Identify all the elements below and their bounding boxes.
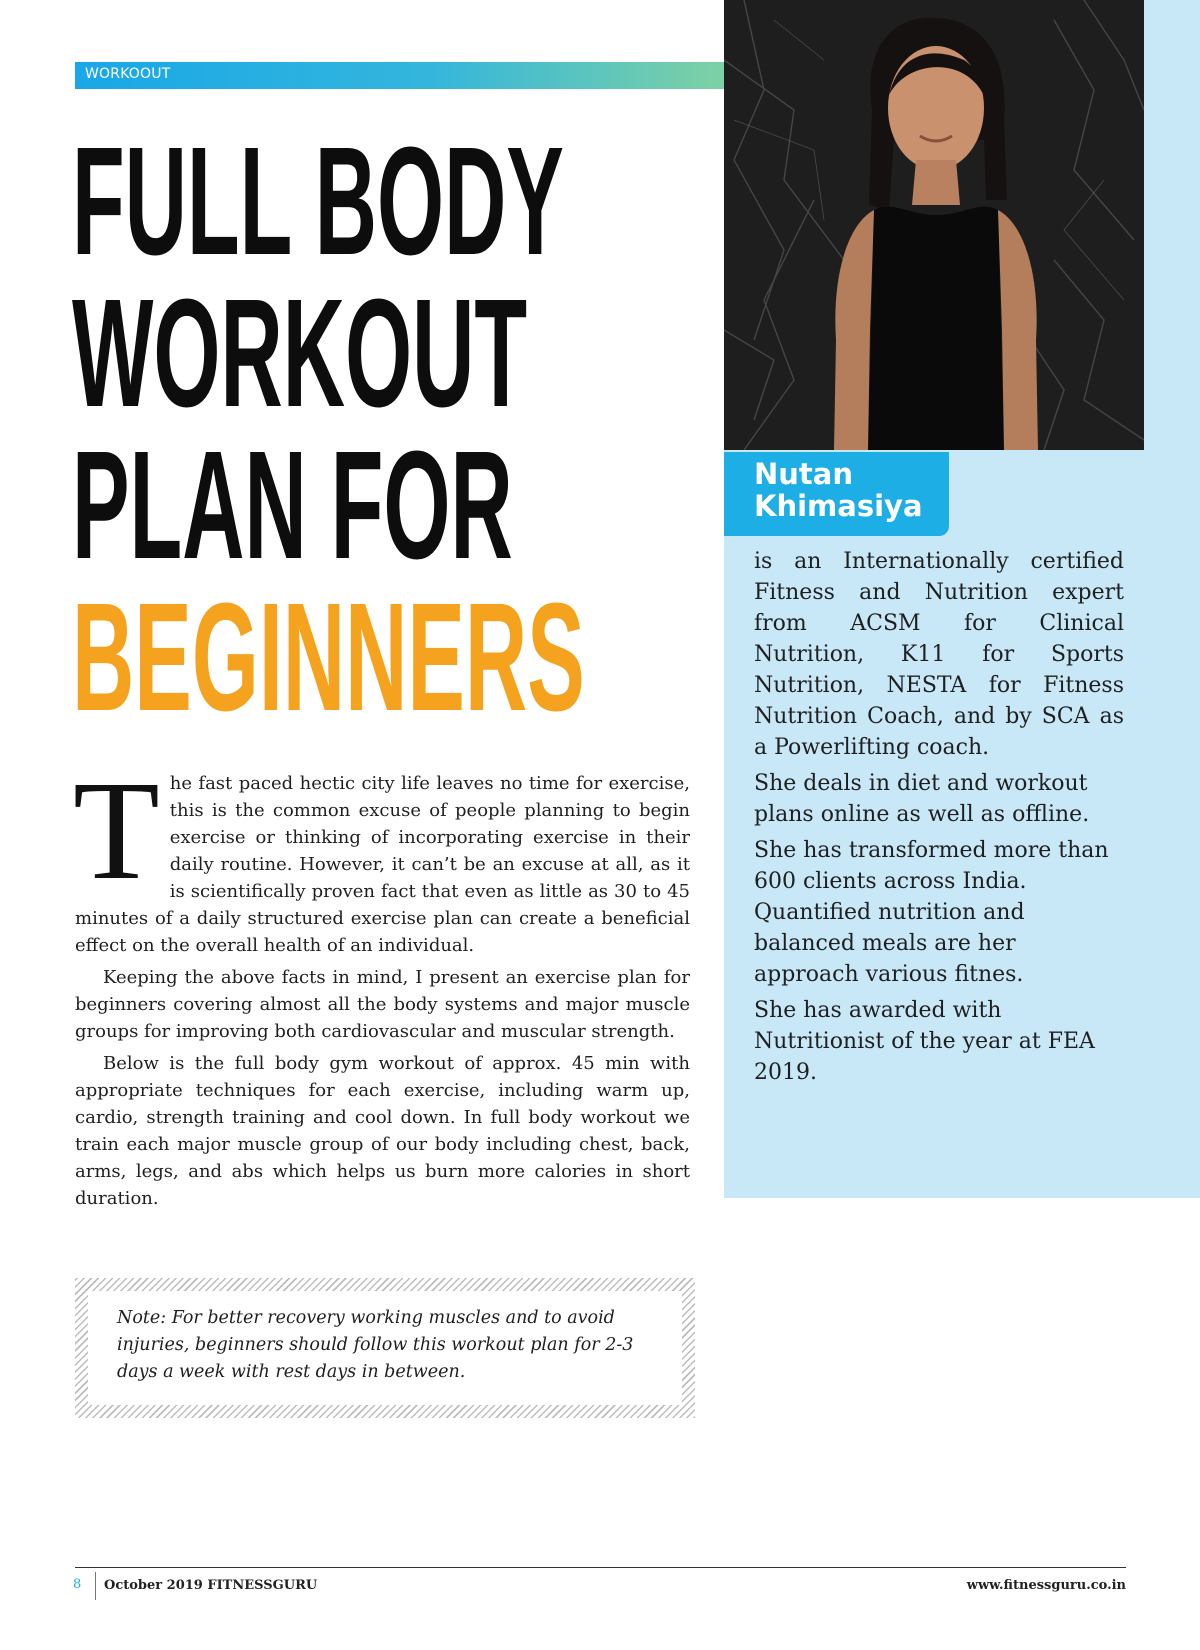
page-title [72,115,585,743]
title-line: WORKOUT [72,267,528,439]
author-bio [754,546,1124,1093]
author-bio-paragraph: is an Internationally certified Fitness and Nutrition expert from ACSM for Clinical Nutrition, K11 for Sports Nutrition, NESTA for Fitness Nutrition Coach, and by SCA as a Powerlifting coach. [754,549,1124,760]
section-label: WORKOOUT [85,66,171,82]
note-box [75,1278,695,1418]
note-text: Note: For better recovery working muscles and to avoid injuries, beginners should follow this workout plan for 2-3 days a week with rest days in between. [117,1308,634,1382]
author-bio-paragraph: She has transformed more than 600 clients across India. Quantified nutrition and balanced meals are her approach various fitnes. [754,838,1109,987]
title-line: FULL BODY [72,115,564,287]
page-number: 8 [73,1577,82,1592]
author-bio-paragraph: She deals in diet and workout plans online as well as offline. [754,771,1090,827]
author-name [754,458,944,522]
section-banner [75,62,724,89]
author-bio-paragraph: She has awarded with Nutritionist of the year at FEA 2019. [754,998,1095,1085]
footer-url: www.fitnessguru.co.in [966,1578,1126,1593]
article-paragraph: Below is the full body gym workout of approx. 45 min with appropriate techniques for each exercise, including warm up, cardio, strength training and cool down. In full body workout we train each major muscle group of our body including chest, back, arms, legs, and abs which helps us burn more calories in short duration. [75,1053,690,1209]
footer-separator [95,1572,96,1600]
article-body [73,751,690,1217]
article-paragraph: Keeping the above facts in mind, I present an exercise plan for beginners covering almost all the body systems and major muscle groups for improving both cardiovascular and muscular strength. [75,967,690,1042]
author-photo [724,0,1144,450]
article-paragraph: he fast paced hectic city life leaves no time for exercise, this is the common excuse of people planning to begin exercise or thinking of incorporating exercise in their daily routine. However, it can’t be an excuse at all, as it is scientifically proven fact that even as little as 30 to 45 minutes of a daily structured exercise plan can create a beneficial effect on the overall health of an individual. [75,773,690,956]
author-first-name: Nutan [754,457,853,491]
footer-rule [75,1567,1126,1568]
title-line: PLAN FOR [72,419,513,591]
author-last-name: Khimasiya [754,489,923,523]
drop-cap: T [73,751,160,909]
title-line-accent: BEGINNERS [72,571,585,743]
footer-issue: October 2019 FITNESSGURU [104,1578,318,1593]
